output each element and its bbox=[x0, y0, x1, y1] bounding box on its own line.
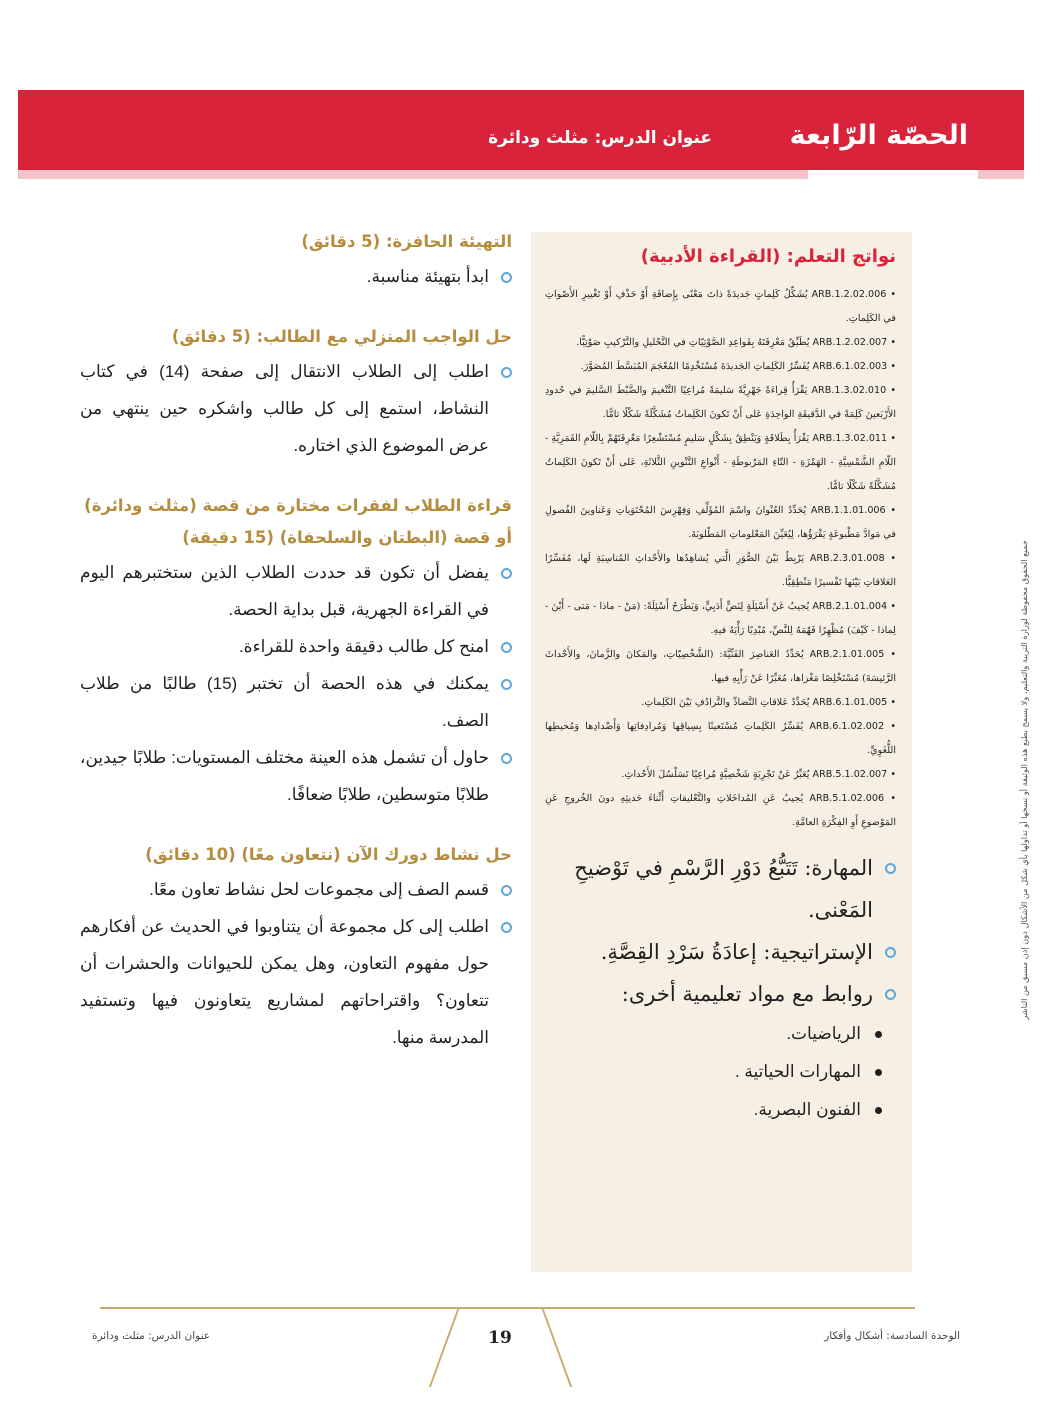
bullet-icon: • bbox=[886, 385, 897, 396]
section-list bbox=[80, 258, 512, 295]
dot-bullet-icon bbox=[875, 1107, 882, 1114]
outcome-code: ARB.2.1.01.005 bbox=[809, 649, 885, 660]
outcome-code: ARB.6.1.02.002 bbox=[809, 721, 885, 732]
circle-bullet-icon bbox=[501, 679, 512, 690]
outcome-text: يُفَسِّرُ الكَلِماتِ الجَديدَةَ مُسْتَخْدِمًا المُعْجَمَ المُبَسَّطَ المُصَوَّرَ. bbox=[580, 361, 810, 372]
outcome-item bbox=[545, 379, 896, 427]
circle-bullet-icon bbox=[885, 863, 896, 874]
outcome-code: ARB.5.1.02.006 bbox=[809, 793, 885, 804]
list-item: اطلب إلى الطلاب الانتقال إلى صفحة (14) في كتاب النشاط، استمع إلى كل طالب واشكره حين ينتهي من عرض الموضوع الذي اختاره. bbox=[80, 353, 512, 464]
strategy-text: الإستراتيجية: إعادَةُ سَرْدِ القِصَّةِ. bbox=[600, 940, 873, 964]
bullet-icon: • bbox=[887, 337, 896, 348]
outcome-code: ARB.6.1.02.003 bbox=[812, 361, 888, 372]
header-tab-notch bbox=[808, 170, 978, 179]
bullet-icon: • bbox=[887, 697, 896, 708]
procedure-column bbox=[80, 226, 512, 1056]
bullet-icon: • bbox=[887, 361, 896, 372]
outcome-code: ARB.1.2.02.007 bbox=[812, 337, 888, 348]
bullet-icon: • bbox=[884, 553, 896, 564]
footer-unit: الوحدة السادسة: أشكال وأفكار bbox=[824, 1330, 960, 1342]
section-list bbox=[80, 353, 512, 464]
outcome-item bbox=[545, 427, 896, 499]
bullet-icon: • bbox=[885, 505, 896, 516]
link-item: المهارات الحياتية . bbox=[545, 1053, 882, 1091]
panel-extras bbox=[545, 847, 896, 1015]
circle-bullet-icon bbox=[501, 642, 512, 653]
lesson-title: عنوان الدرس: مثلث ودائرة bbox=[488, 128, 712, 148]
outcome-item bbox=[545, 595, 896, 643]
copyright-side-note: جميع الحقوق محفوظة لوزارة التربية والتعليم، ولا يسمح بطبع هذه الوثيقة أو نسخها أو تداولها بأي شكل من الأشكال دون إذن مسبق من الناشر bbox=[1019, 540, 1029, 1020]
section-list bbox=[80, 871, 512, 1056]
period-title: الحصّة الرّابعة bbox=[789, 120, 968, 151]
footer-lesson: عنوان الدرس: مثلث ودائرة bbox=[92, 1330, 211, 1342]
circle-bullet-icon bbox=[501, 367, 512, 378]
links-list bbox=[545, 1015, 896, 1129]
bullet-icon: • bbox=[887, 433, 896, 444]
links-item bbox=[545, 973, 896, 1015]
outcome-code: ARB.2.3.01.008 bbox=[809, 553, 885, 564]
list-item: يفضل أن تكون قد حددت الطلاب الذين ستختبرهم اليوم في القراءة الجهرية، قبل بداية الحصة. bbox=[80, 554, 512, 628]
outcome-code: ARB.2.1.01.004 bbox=[812, 601, 888, 612]
outcome-text: يُحَدِّدُ العُنْوانَ واسْمَ المُؤَلِّفِ وَفِهْرِسَ المُحْتَوَياتِ وَعَناوينَ الفُصولِ في مَوادَّ مَطْبوعَةٍ يَقْرَؤُها، لِيُعَيِّنَ المَعْلوماتِ المَطْلوبَةَ. bbox=[545, 505, 896, 540]
circle-bullet-icon bbox=[885, 989, 896, 1000]
section-heading: قراءة الطلاب لفقرات مختارة من قصة (مثلث ودائرة) أو قصة (البطتان والسلحفاة) (15 دقيقة) bbox=[84, 496, 512, 547]
outcome-text: يُفَسِّرُ الكَلِماتِ مُسْتَعينًا بِسِياقِها وَمُرادِفاتِها وَأَضْدادِها وَمُحيطِها اللُّغَوِيِّ. bbox=[545, 721, 896, 756]
outcome-text: يُطَبِّقُ مَعْرِفَتَهُ بِقَواعِدِ الصَّوْتِيّاتِ في التَّحْليلِ والتَّرْكيبِ صَوْتِيًّا. bbox=[576, 337, 810, 348]
outcome-text: يُشَكِّلُ كَلِماتٍ جَديدَةً ذاتَ مَعْنًى بِإِضافَةِ أَوْ حَذْفِ أَوْ تَغْييرِ الأَصْواتِ في الكَلِماتِ. bbox=[545, 289, 896, 324]
bullet-icon: • bbox=[887, 601, 896, 612]
bullet-icon: • bbox=[884, 649, 896, 660]
outcome-text: يُعَبِّرُ عَنْ تَجْرِبَةٍ شَخْصِيَّةٍ مُراعِيًا تَسَلْسُلَ الأَحْداثِ. bbox=[621, 769, 810, 780]
footer-rule bbox=[100, 1307, 915, 1309]
outcome-code: ARB.5.1.02.007 bbox=[812, 769, 888, 780]
circle-bullet-icon bbox=[885, 947, 896, 958]
bullet-icon: • bbox=[884, 793, 896, 804]
link-item: الفنون البصرية. bbox=[545, 1091, 882, 1129]
outcome-item bbox=[545, 499, 896, 547]
list-item: قسم الصف إلى مجموعات لحل نشاط تعاون معًا. bbox=[80, 871, 512, 908]
skill-text: المهارة: تَتَبُّعُ دَوْرِ الرَّسْمِ في تَوْضيحِ المَعْنى. bbox=[574, 856, 873, 922]
outcome-code: ARB.1.1.01.006 bbox=[810, 505, 886, 516]
footer-divider bbox=[429, 1307, 460, 1387]
bullet-icon: • bbox=[887, 769, 896, 780]
outcome-text: يُحَدِّدُ عَلاقاتِ التَّضادِّ والتَّرادُفِ بَيْنَ الكَلِماتِ. bbox=[641, 697, 810, 708]
list-item: ابدأ بتهيئة مناسبة. bbox=[80, 258, 512, 295]
outcome-item bbox=[545, 355, 896, 379]
section-heading: حل نشاط دورك الآن (نتعاون معًا) (10 دقائق) bbox=[145, 845, 512, 864]
circle-bullet-icon bbox=[501, 922, 512, 933]
dot-bullet-icon bbox=[875, 1031, 882, 1038]
outcome-code: ARB.1.2.02.006 bbox=[811, 289, 887, 300]
bullet-icon: • bbox=[884, 721, 896, 732]
list-item: امنح كل طالب دقيقة واحدة للقراءة. bbox=[80, 628, 512, 665]
footer-divider bbox=[541, 1307, 572, 1387]
outcome-text: يُجيبُ عَنِ المُداخَلاتِ والتَّعْليقاتِ أَثْناءَ حَديثِهِ دونَ الخُروجِ عَنِ المَوْضوعِ أَوِ الفِكْرَةِ العامَّةِ. bbox=[545, 793, 896, 828]
outcome-code: ARB.6.1.01.005 bbox=[812, 697, 888, 708]
outcome-item bbox=[545, 643, 896, 691]
links-heading: روابط مع مواد تعليمية أخرى: bbox=[621, 982, 873, 1006]
outcome-text: يَرْبِطُ بَيْنَ الصُّوَرِ الَّتي يُشاهِدُها والأَحْداثِ المُناسِبَةِ لَها، مُفَسِّرًا العَلاقاتِ بَيْنَها تَفْسيرًا مَنْطِقِيًّا. bbox=[545, 553, 896, 588]
outcome-item bbox=[545, 763, 896, 787]
list-item: حاول أن تشمل هذه العينة مختلف المستويات: طلابًا جيدين، طلابًا متوسطين، طلابًا ضعافًا. bbox=[80, 739, 512, 813]
outcome-item bbox=[545, 547, 896, 595]
outcomes-heading: نواتج التعلم: (القراءة الأدبية) bbox=[640, 246, 896, 267]
section-list bbox=[80, 554, 512, 813]
outcome-item bbox=[545, 283, 896, 331]
outcome-text: يُحَدِّدُ العَناصِرَ الفَنِّيَّةَ: (الشَّخْصِيّاتِ، والمَكانَ والزَّمانَ، والأَحْداثَ الرَّئيسَةَ) مُسْتَخْلِصًا مَغْزاها، مُعَبِّرًا عَنْ رَأْيِهِ فيها. bbox=[545, 649, 896, 684]
circle-bullet-icon bbox=[501, 885, 512, 896]
section-heading: حل الواجب المنزلي مع الطالب: (5 دقائق) bbox=[171, 327, 512, 346]
outcome-text: يَقْرَأُ قِراءَةً جَهْرِيَّةً سَليمَةً مُراعِيًا التَّنْغيمَ والضَّبْطَ السَّليمَ في حُدودِ الأَرْبَعينَ كَلِمَةً في الدَّقيقَةِ الواحِدَةِ عَلى أَنْ تَكونَ الكَلِماتُ مُشَكَّلَةً شَكْلًا تامًّا. bbox=[545, 385, 896, 420]
outcomes-list bbox=[545, 283, 896, 835]
outcome-item bbox=[545, 331, 896, 355]
outcome-code: ARB.1.3.02.011 bbox=[812, 433, 888, 444]
circle-bullet-icon bbox=[501, 272, 512, 283]
outcome-text: يَقْرَأُ بِطَلاقَةٍ وَيَنْطِقُ بِشَكْلٍ سَليمٍ مُسْتَشْعِرًا مَعْرِفَتَهُمْ بِاللّامِ القَمَرِيَّةِ - اللّامِ الشَّمْسِيَّةِ - الهَمْزَةِ - التّاءِ المَرْبوطَةِ - أَنْواعِ التَّنْوينِ الثَّلاثَةِ، عَلى أَنْ تَكونَ الكَلِماتُ مُشَكَّلَةً شَكْلًا تامًّا. bbox=[545, 433, 896, 492]
circle-bullet-icon bbox=[501, 753, 512, 764]
list-item: اطلب إلى كل مجموعة أن يتناوبوا في الحديث عن أفكارهم حول مفهوم التعاون، وهل يمكن للحيوانات والحشرات أن تتعاون؟ واقتراحاتهم لمشاريع يتعاونون فيها وتستفيد المدرسة منها. bbox=[80, 908, 512, 1056]
section-heading: التهيئة الحافزة: (5 دقائق) bbox=[301, 232, 512, 251]
outcome-code: ARB.1.3.02.010 bbox=[811, 385, 887, 396]
circle-bullet-icon bbox=[501, 568, 512, 579]
link-item: الرياضيات. bbox=[545, 1015, 882, 1053]
bullet-icon: • bbox=[886, 289, 896, 300]
outcome-item bbox=[545, 787, 896, 835]
outcome-item bbox=[545, 715, 896, 763]
skill-item bbox=[545, 847, 896, 931]
outcome-text: يُجيبُ عَنْ أَسْئِلَةٍ لِنَصٍّ أَدَبِيٍّ، وَيَطْرَحُ أَسْئِلَةً: (مَنْ - ماذا - مَتى - أَيْنَ - لِماذا - كَيْفَ) مُظْهِرًا فَهْمَهُ لِلنَّصِّ، مُبْدِيًا رَأْيَهُ فيهِ. bbox=[545, 601, 896, 636]
list-item: يمكنك في هذه الحصة أن تختبر (15) طالبًا من طلاب الصف. bbox=[80, 665, 512, 739]
page-number: 19 bbox=[488, 1328, 512, 1348]
strategy-item bbox=[545, 931, 896, 973]
outcome-item bbox=[545, 691, 896, 715]
outcomes-panel bbox=[531, 232, 912, 1272]
dot-bullet-icon bbox=[875, 1069, 882, 1076]
